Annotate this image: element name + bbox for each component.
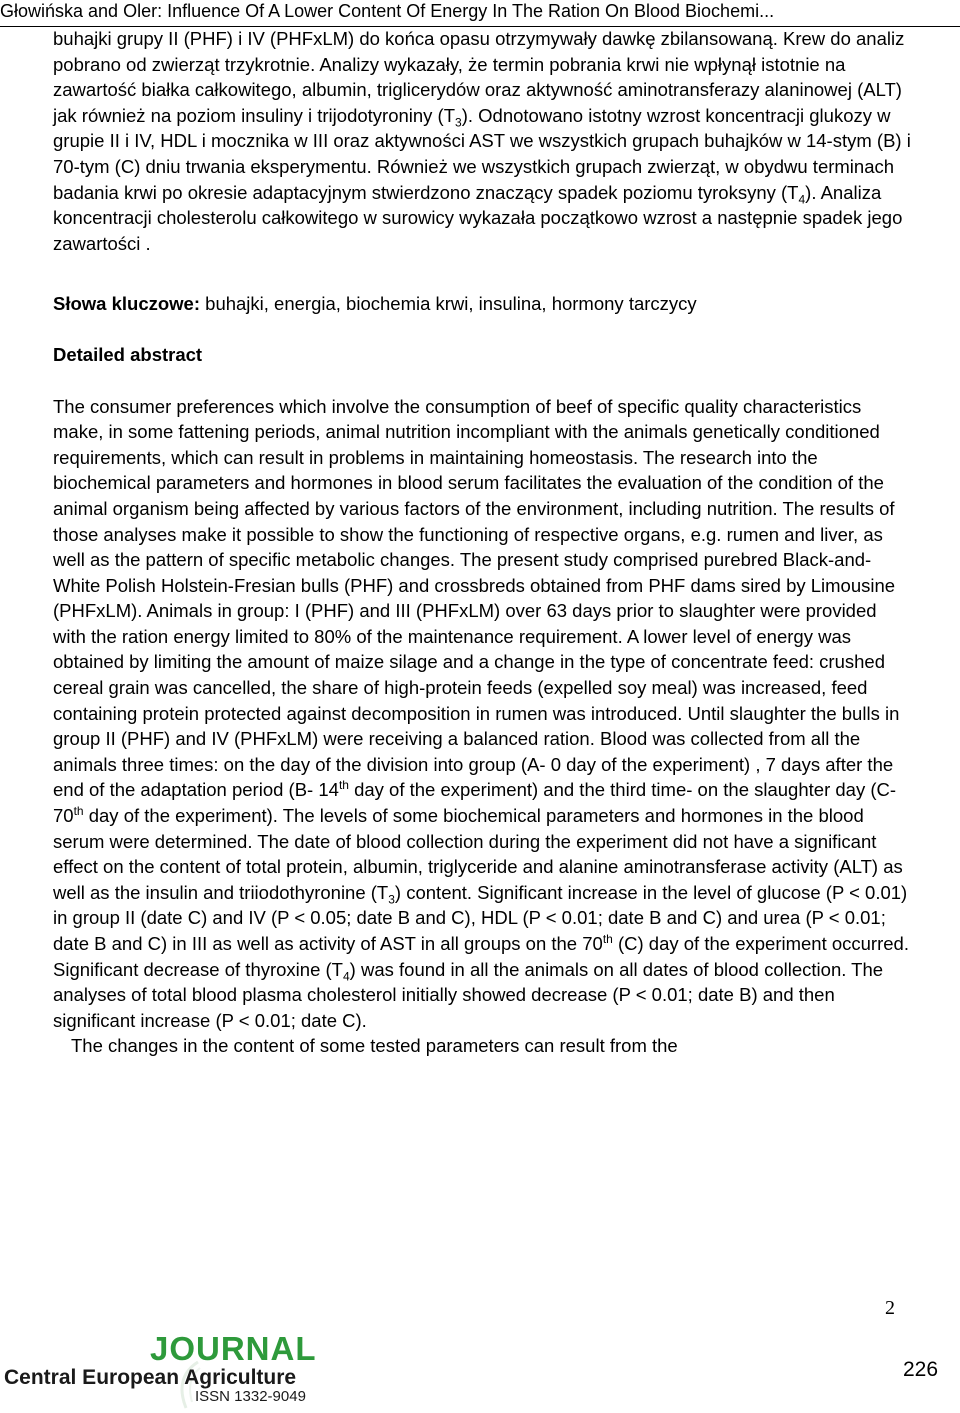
running-header (0, 0, 960, 27)
detailed-text-5: (C) day of the experiment occurred. Significant decrease of thyroxine (T (53, 933, 909, 980)
detailed-abstract-paragraph (53, 394, 913, 1034)
journal-logo (0, 1330, 340, 1410)
keywords-line (53, 291, 913, 317)
subscript-3: 3 (455, 115, 462, 130)
polish-abstract-text-1: buhajki grupy II (PHF) i IV (PHFxLM) do końca opasu otrzymywały dawkę zbilansowaną. Krew do analiz pobrano od zwierząt trzykrotnie. Analizy wykazały, że termin pobrania krwi nie wpłynął istotnie na zawartość białka całkowitego, albumin, triglicerydów oraz aktywność aminotransferazy alaninowej (ALT) jak również na poziom insuliny i trijodotyroniny (T (53, 28, 905, 126)
subscript-4: 4 (342, 969, 350, 984)
keywords-text: buhajki, energia, biochemia krwi, insulina, hormony tarczycy (200, 293, 697, 315)
detailed-abstract-heading: Detailed abstract (53, 344, 203, 366)
running-title: Głowińska and Oler: Influence Of A Lower Content Of Energy In The Ration On Blood Biochemi... (0, 1, 775, 21)
detailed-text-1: The consumer preferences which involve the consumption of beef of specific quality characteristics make, in some fattening periods, animal nutrition incompliant with the animals genetically conditioned requirements, which can result in problems in maintaining homeostasis. The research into the biochemical parameters and hormones in blood serum facilitates the evaluation of the condition of the animal organism being affected by various factors of the environment, including nutrition. The results of those analyses make it possible to show the functioning of respective organs, e.g. rumen and liver, as well as the pattern of specific metabolic changes. The present study comprised purebred Black-and-White Polish Holstein-Fresian bulls (PHF) and crossbreds obtained from PHF dams sired by Limousine (PHFxLM). Animals in group: I (PHF) and III (PHFxLM) over 63 days prior to slaughter were provided with the ration energy limited to 80% of the maintenance requirement. A lower level of energy was obtained by limiting the amount of maize silage and a change in the type of concentrate feed: crushed cereal grain was cancelled, the share of high-protein feeds (expelled soy meal) was increased, feed containing protein protected against decomposition in rumen was introduced. Until slaughter the bulls in group II (PHF) and IV (PHFxLM) were receiving a balanced ration. Blood was collected from all the animals three times: on the day of the division into group (A- 0 day of the experiment) , 7 days after the end of the adaptation period (B- 14 (53, 395, 900, 801)
polish-abstract-text-2: ). Odnotowano istotny wzrost koncentracji glukozy w grupie II i IV, HDL i mocznika w III oraz aktywności AST we wszystkich grupach buhajków w 14-stym (B) i 70-tym (C) dniu trwania eksperymentu. Również we wszystkich grupach zwierząt, w obydwu terminach badania krwi po okresie adaptacyjnym stwierdzono znaczący spadek poziomu tyroksyny (T (53, 104, 911, 203)
detailed-text-2: day of the experiment) and the third time- on the slaughter day (C- 70 (53, 779, 897, 827)
polish-abstract-text-3: ). Analiza koncentracji cholesterolu całkowitego w surowicy wykazała początkowo wzrost a następnie spadek jego zawartości . (53, 181, 903, 254)
logo-issn: ISSN 1332-9049 (195, 1388, 306, 1405)
continuation-line: The changes in the content of some tested parameters can result from the (71, 1035, 678, 1057)
superscript-th-1: th (338, 778, 349, 793)
subscript-3: 3 (388, 892, 395, 907)
journal-page-number: 226 (903, 1358, 939, 1381)
logo-subtitle: Central European Agriculture (4, 1366, 297, 1389)
superscript-th-2: th (73, 803, 84, 818)
local-page-number: 2 (885, 1297, 895, 1319)
keywords-label: Słowa kluczowe: (53, 293, 201, 315)
subscript-4: 4 (798, 192, 806, 207)
article-body (53, 26, 913, 1059)
detailed-text-6: ) was found in all the animals on all dates of blood collection. The analyses of total blood plasma cholesterol initially showed decrease (P < 0.01; date B) and then significant increase (P < 0.01; date C). (53, 958, 884, 1031)
detailed-text-3: day of the experiment). The levels of some biochemical parameters and hormones in the blood serum were determined. The date of blood collection during the experiment did not have a significant effect on the content of total protein, albumin, triglyceride and alanine aminotransferase activity (ALT) as well as the insulin and triiodothyronine (T (53, 805, 903, 903)
detailed-text-4: ) content. Significant increase in the level of glucose (P < 0.01) in group II (date C) and IV (P < 0.05; date B and C), HDL (P < 0.01; date B and C) and urea (P < 0.01; date B and C) in III as well as activity of AST in all groups on the 70 (53, 881, 908, 954)
logo-title: JOURNAL (150, 1330, 317, 1367)
superscript-th-3: th (602, 931, 613, 946)
polish-abstract-paragraph (53, 26, 913, 256)
